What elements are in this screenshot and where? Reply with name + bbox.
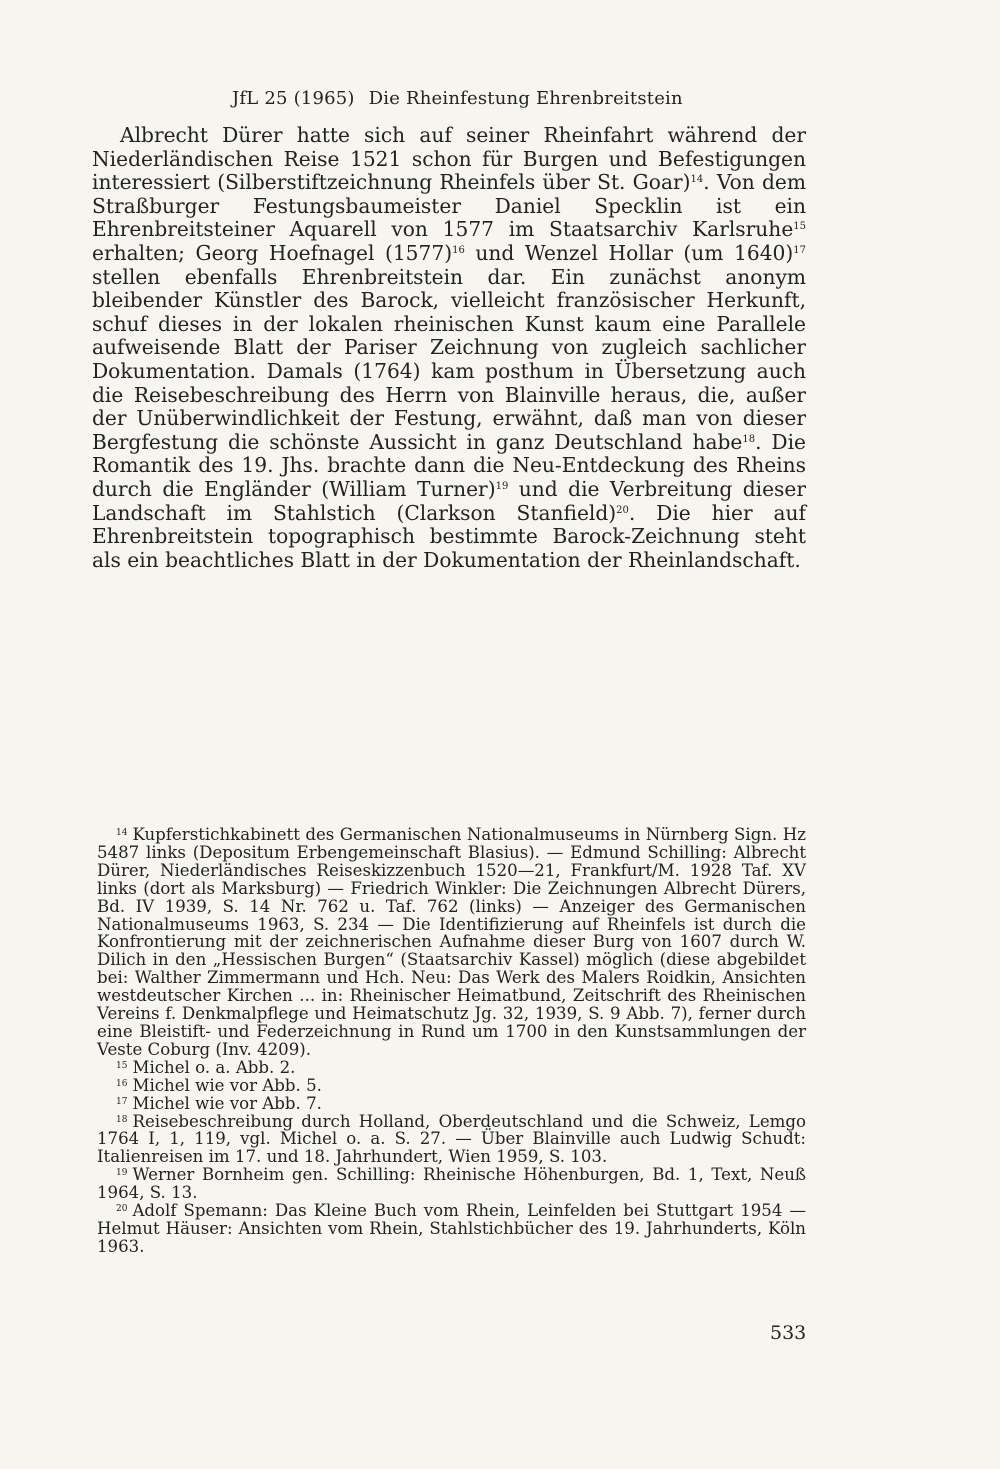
footnote-number: 20 — [116, 1204, 128, 1215]
text-segment: . Die hier auf Ehrenbreitstein topographisch bestimmte Barock-Zeichnung steht als ein beachtliches Blatt in der Dokumentation der Rheinlandschaft. — [92, 500, 807, 572]
footnote-number: 14 — [116, 828, 128, 838]
footnote-number: 17 — [116, 1096, 128, 1107]
footnote — [97, 826, 806, 1059]
footnote-ref: 20 — [616, 504, 629, 516]
footnote-text: Michel wie vor Abb. 7. — [132, 1093, 322, 1113]
footnote-ref: 15 — [793, 221, 806, 233]
footnote-ref: 14 — [690, 174, 704, 186]
footnote — [97, 1113, 806, 1167]
footnote-number: 19 — [116, 1168, 128, 1179]
footnote-ref: 17 — [793, 244, 806, 256]
text-segment: und die Verbreitung dieser Landschaft im Stahlstich (Clarkson Stanfield) — [92, 476, 807, 525]
footnote-ref: 19 — [495, 480, 509, 492]
text-segment: . Die Romantik des 19. Jhs. brachte dann die Neu-Entdeckung des Rheins durch die Engländer (William Turner) — [92, 429, 806, 501]
footnote-ref: 18 — [742, 433, 756, 445]
footnote-text: Reisebeschreibung durch Holland, Oberdeutschland und die Schweiz, Lemgo 1764 I, 1, 119, vgl. Michel o. a. S. 27. — Über Blainville auch Ludwig Schudt: Italienreisen im 17. und 18. Jahrhundert, Wien 1959, S. 103. — [97, 1111, 806, 1167]
body-paragraph — [92, 124, 806, 572]
footnote-text: Michel wie vor Abb. 5. — [132, 1075, 322, 1095]
footnote-number: 18 — [116, 1114, 128, 1125]
footnote — [97, 1059, 806, 1077]
footnotes — [97, 826, 806, 1256]
footnote-ref: 16 — [452, 244, 465, 256]
text-segment: und Wenzel Hollar (um 1640) — [464, 240, 794, 265]
footnote — [97, 1166, 806, 1202]
main-text — [92, 124, 806, 572]
footnote-text: Werner Bornheim gen. Schilling: Rheinische Höhenburgen, Bd. 1, Text, Neuß 1964, S. 13. — [97, 1165, 806, 1203]
footnote-text: Michel o. a. Abb. 2. — [132, 1057, 296, 1077]
text-segment: . Von dem Straßburger Festungsbaumeister Daniel Specklin ist ein Ehrenbreitsteiner Aquarell von 1577 im Staatsarchiv Karlsruhe — [92, 170, 806, 242]
footnote-number: 15 — [116, 1060, 128, 1071]
article-title: Die Rheinfestung Ehrenbreitstein — [368, 88, 683, 109]
footnote-number: 16 — [116, 1078, 128, 1089]
footnote — [97, 1202, 806, 1256]
text-segment: erhalten; Georg Hoefnagel (1577) — [92, 240, 453, 265]
footnote — [97, 1077, 806, 1095]
text-segment: Albrecht Dürer hatte sich auf seiner Rheinfahrt während der Niederländischen Reise 1521 schon für Burgen und Befestigungen interessiert (Silberstiftzeichnung Rheinfels über St. Goar) — [92, 123, 806, 195]
footnote-text: Adolf Spemann: Das Kleine Buch vom Rhein, Leinfelden bei Stuttgart 1954 — Helmut Häuser: Ansichten vom Rhein, Stahlstichbücher des 19. Jahrhunderts, Köln 1963. — [97, 1201, 806, 1256]
text-segment: stellen ebenfalls Ehrenbreitstein dar. Ein zunächst anonym bleibender Künstler des Barock, vielleicht französischer Herkunft, schuf dieses in der lokalen rheinischen Kunst kaum eine Parallele aufweisende Blatt der Pariser Zeichnung von zugleich sachlicher Dokumentation. Damals (1764) kam posthum in Übersetzung auch die Reisebeschreibung des Herrn von Blainville heraus, die, außer der Unüberwindlichkeit der Festung, erwähnt, daß man von dieser Bergfestung die schönste Aussicht in ganz Deutschland habe — [92, 264, 806, 454]
journal-reference: JfL 25 (1965) — [232, 88, 355, 109]
page-number: 533 — [770, 1322, 807, 1344]
footnote-text: Kupferstichkabinett des Germanischen Nationalmuseums in Nürnberg Sign. Hz 5487 links (Depositum Erbengemeinschaft Blasius). — Edmund Schilling: Albrecht Dürer, Niederländisches Reiseskizzenbuch 1520—21, Frankfurt/M. 1928 Taf. XV links (dort als Marksburg) — Friedrich Winkler: Die Zeichnungen Albrecht Dürers, Bd. IV 1939, S. 14 Nr. 762 u. Taf. 762 (links) — Anzeiger des Germanischen Nationalmuseums 1963, S. 234 — Die Identifizierung auf Rheinfels ist durch die Konfrontierung mit der zeichnerischen Aufnahme dieser Burg von 1607 durch W. Dilich in den „Hessischen Burgen“ (Staatsarchiv Kassel) möglich (diese abgebildet bei: Walther Zimmermann und Hch. Neu: Das Werk des Malers Roidkin, Ansichten westdeutscher Kirchen ... in: Rheinischer Heimatbund, Zeitschrift des Rheinischen Vereins f. Denkmalpflege und Heimatschutz Jg. 32, 1939, S. 9 Abb. 7), ferner durch eine Bleistift- und Federzeichnung in Rund um 1700 in den Kunstsammlungen der Veste Coburg (Inv. 4209). — [97, 825, 806, 1059]
running-header — [232, 88, 683, 109]
footnote — [97, 1095, 806, 1113]
